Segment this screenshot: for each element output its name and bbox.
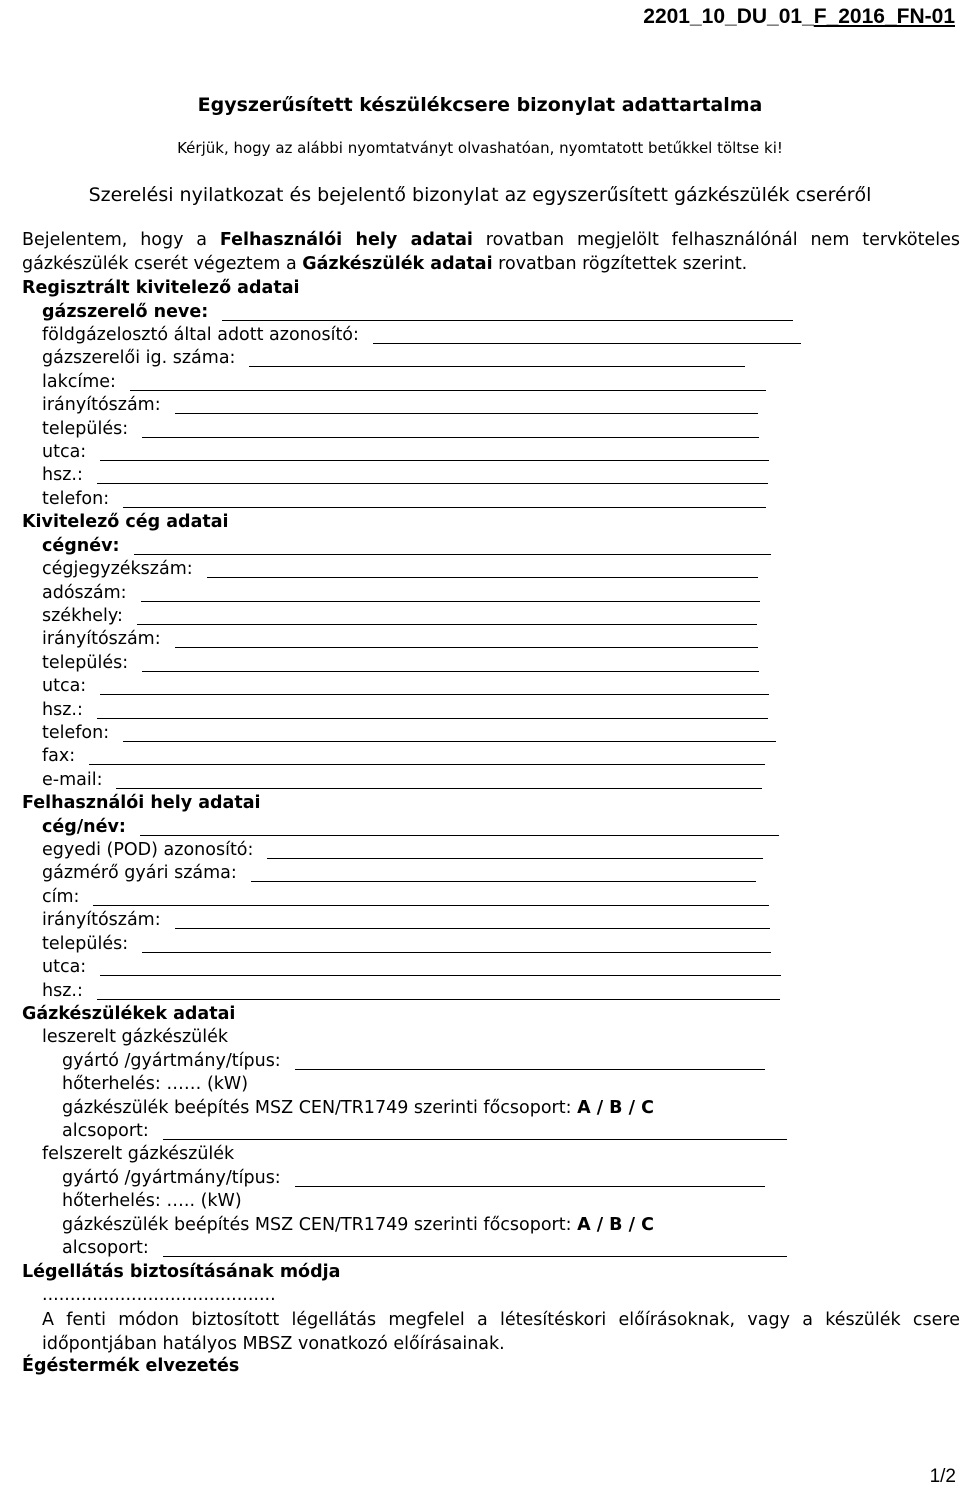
- installed-subgroup-field[interactable]: [62, 1240, 787, 1258]
- input-line[interactable]: [137, 624, 757, 625]
- user-site-city-field[interactable]: [42, 936, 771, 954]
- input-line[interactable]: [141, 601, 760, 602]
- input-line[interactable]: [89, 764, 765, 765]
- declaration-text-1: Bejelentem, hogy a: [22, 230, 220, 250]
- removed-appliance-label: leszerelt gázkészülék: [42, 1027, 229, 1047]
- input-line[interactable]: [97, 718, 768, 719]
- field-label: irányítószám:: [42, 910, 161, 930]
- company-city-field[interactable]: [42, 655, 759, 673]
- field-label: település:: [42, 934, 129, 954]
- meter-serial-field[interactable]: [42, 865, 756, 883]
- group-options[interactable]: A / B / C: [577, 1215, 654, 1235]
- page-title: Egyszerűsített készülékcsere bizonylat adattartalma: [197, 94, 763, 116]
- input-line[interactable]: [163, 1256, 787, 1257]
- declaration-paragraph: [22, 229, 960, 276]
- input-line[interactable]: [295, 1069, 765, 1070]
- field-label: gyártó /gyártmány/típus:: [62, 1051, 281, 1071]
- declaration-text-3: rovatban rögzítettek szerint.: [492, 253, 748, 274]
- user-site-address-field[interactable]: [42, 889, 769, 907]
- installed-group-field[interactable]: [62, 1217, 654, 1235]
- air-supply-note: A fenti módon biztosított légellátás megfelel a létesítéskori előírásoknak, vagy a készülék csere időpontjában hatályos MBSZ vonatkozó előírásainak.: [42, 1310, 960, 1354]
- installed-appliance-label: felszerelt gázkészülék: [42, 1144, 235, 1164]
- installer-id-number-field[interactable]: [42, 350, 745, 368]
- field-label: gázmérő gyári száma:: [42, 863, 237, 883]
- input-line[interactable]: [251, 881, 756, 882]
- field-label: irányítószám:: [42, 629, 161, 649]
- field-label: fax:: [42, 746, 76, 766]
- flue-heading: Égéstermék elvezetés: [22, 1356, 240, 1376]
- field-label: utca:: [42, 957, 87, 977]
- company-heading: Kivitelező cég adatai: [22, 512, 229, 532]
- input-line[interactable]: [100, 694, 769, 695]
- field-label: cím:: [42, 887, 80, 907]
- form-subtitle: Szerelési nyilatkozat és bejelentő bizonylat az egyszerűsített gázkészülék cseréről: [88, 184, 872, 206]
- field-label: település:: [42, 653, 129, 673]
- field-label: hsz.:: [42, 465, 83, 485]
- input-line[interactable]: [142, 437, 759, 438]
- field-label: irányítószám:: [42, 395, 161, 415]
- field-label: cégjegyzékszám:: [42, 559, 193, 579]
- field-label: adószám:: [42, 583, 127, 603]
- input-line[interactable]: [142, 952, 771, 953]
- user-site-heading: Felhasználói hely adatai: [22, 793, 261, 813]
- page-number: 1/2: [929, 1466, 956, 1487]
- input-line[interactable]: [97, 999, 780, 1000]
- input-line[interactable]: [175, 647, 758, 648]
- removed-heat-load-field[interactable]: hőterhelés: …… (kW): [62, 1074, 249, 1094]
- input-line[interactable]: [267, 858, 763, 859]
- declaration-bold-1: Felhasználói hely adatai: [219, 230, 473, 250]
- input-line[interactable]: [100, 975, 781, 976]
- input-line[interactable]: [140, 835, 779, 836]
- input-line[interactable]: [100, 460, 769, 461]
- field-label: cég/név:: [42, 817, 126, 837]
- field-label: utca:: [42, 676, 87, 696]
- installer-zip-field[interactable]: [42, 397, 758, 415]
- company-house-no-field[interactable]: [42, 702, 768, 720]
- removed-subgroup-field[interactable]: [62, 1123, 787, 1141]
- field-label: lakcíme:: [42, 372, 116, 392]
- installer-name-field[interactable]: [42, 304, 793, 322]
- installer-street-field[interactable]: [42, 444, 769, 462]
- distributor-id-field[interactable]: [42, 327, 801, 345]
- input-line[interactable]: [134, 554, 771, 555]
- field-label: alcsoport:: [62, 1121, 149, 1141]
- company-zip-field[interactable]: [42, 631, 758, 649]
- removed-maker-field[interactable]: [62, 1053, 765, 1071]
- field-label: utca:: [42, 442, 87, 462]
- company-reg-no-field[interactable]: [42, 561, 758, 579]
- input-line[interactable]: [222, 320, 793, 321]
- input-line[interactable]: [97, 483, 768, 484]
- company-seat-field[interactable]: [42, 608, 757, 626]
- field-label: hsz.:: [42, 700, 83, 720]
- instruction-text: Kérjük, hogy az alábbi nyomtatványt olvashatóan, nyomtatott betűkkel töltse ki!: [177, 139, 783, 157]
- input-line[interactable]: [116, 788, 762, 789]
- document-code-suffix: F_2016_FN-01: [813, 5, 955, 28]
- field-label: gázszerelő neve:: [42, 302, 209, 322]
- installer-city-field[interactable]: [42, 421, 759, 439]
- input-line[interactable]: [130, 390, 766, 391]
- installed-maker-field[interactable]: [62, 1170, 765, 1188]
- field-label: hsz.:: [42, 981, 83, 1001]
- input-line[interactable]: [249, 366, 745, 367]
- input-line[interactable]: [295, 1186, 765, 1187]
- user-site-name-field[interactable]: [42, 819, 779, 837]
- field-label: cégnév:: [42, 536, 120, 556]
- user-site-zip-field[interactable]: [42, 912, 770, 930]
- field-label: gázszerelői ig. száma:: [42, 348, 236, 368]
- group-label: gázkészülék beépítés MSZ CEN/TR1749 szerinti főcsoport:: [62, 1098, 578, 1118]
- company-email-field[interactable]: [42, 772, 762, 790]
- pod-id-field[interactable]: [42, 842, 763, 860]
- field-label: telefon:: [42, 489, 110, 509]
- company-fax-field[interactable]: [42, 748, 765, 766]
- field-label: e-mail:: [42, 770, 103, 790]
- installer-house-no-field[interactable]: [42, 467, 768, 485]
- declaration-text-2: rovatban megjelölt felhasználónál nem tervköteles gázkészülék cserét végeztem a: [22, 230, 960, 274]
- installed-heat-load-field[interactable]: hőterhelés: ….. (kW): [62, 1191, 242, 1211]
- declaration-bold-2: Gázkészülék adatai: [302, 253, 493, 274]
- field-label: székhely:: [42, 606, 123, 626]
- company-phone-field[interactable]: [42, 725, 776, 743]
- field-label: földgázelosztó által adott azonosító:: [42, 325, 359, 345]
- field-label: egyedi (POD) azonosító:: [42, 840, 254, 860]
- input-line[interactable]: [163, 1139, 787, 1140]
- air-supply-dots[interactable]: ..........................................: [42, 1285, 276, 1305]
- installer-heading: Regisztrált kivitelező adatai: [22, 278, 300, 298]
- document-code-prefix: 2201_10_DU_01_: [643, 5, 814, 28]
- installer-phone-field[interactable]: [42, 491, 766, 509]
- group-label: gázkészülék beépítés MSZ CEN/TR1749 szerinti főcsoport:: [62, 1215, 578, 1235]
- company-name-field[interactable]: [42, 538, 771, 556]
- user-site-house-no-field[interactable]: [42, 983, 780, 1001]
- input-line[interactable]: [207, 577, 758, 578]
- air-supply-heading: Légellátás biztosításának módja: [22, 1262, 341, 1282]
- input-line[interactable]: [123, 507, 766, 508]
- group-options[interactable]: A / B / C: [577, 1098, 654, 1118]
- input-line[interactable]: [123, 741, 776, 742]
- field-label: alcsoport:: [62, 1238, 149, 1258]
- input-line[interactable]: [373, 343, 801, 344]
- field-label: gyártó /gyártmány/típus:: [62, 1168, 281, 1188]
- input-line[interactable]: [142, 671, 759, 672]
- appliances-heading: Gázkészülékek adatai: [22, 1004, 236, 1024]
- user-site-street-field[interactable]: [42, 959, 781, 977]
- field-label: telefon:: [42, 723, 110, 743]
- installer-address-field[interactable]: [42, 374, 766, 392]
- document-code: [643, 6, 955, 27]
- input-line[interactable]: [93, 905, 769, 906]
- input-line[interactable]: [175, 928, 770, 929]
- company-street-field[interactable]: [42, 678, 769, 696]
- field-label: település:: [42, 419, 129, 439]
- input-line[interactable]: [175, 413, 758, 414]
- company-tax-no-field[interactable]: [42, 585, 760, 603]
- removed-group-field[interactable]: [62, 1100, 654, 1118]
